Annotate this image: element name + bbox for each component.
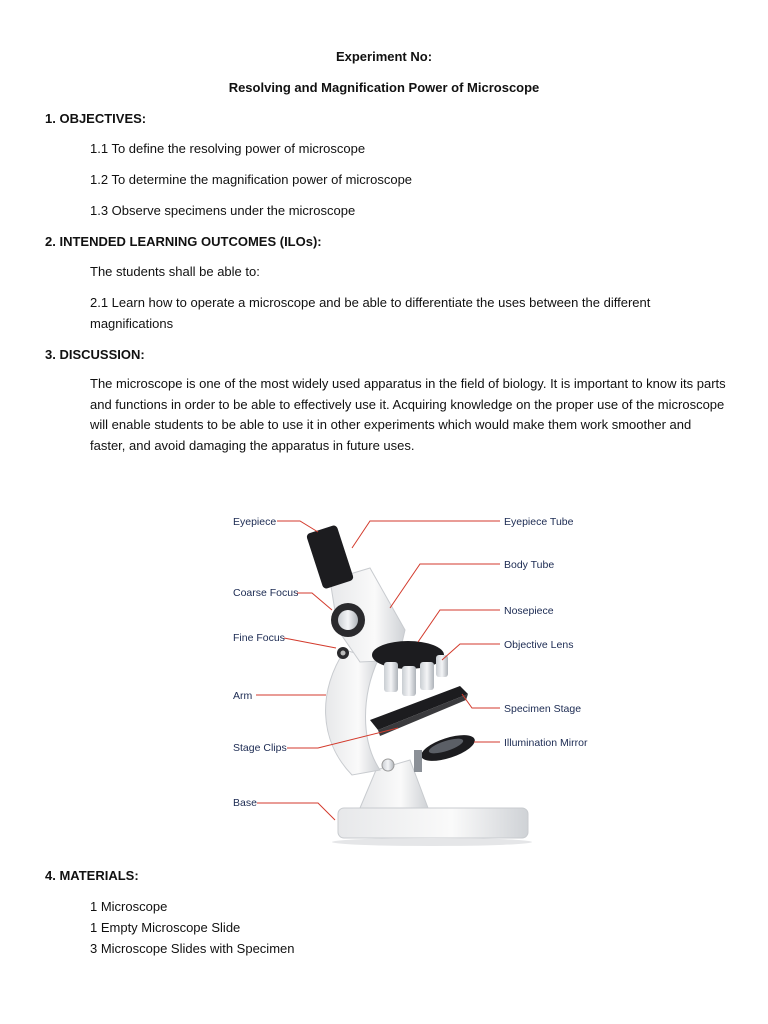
- label-coarse-focus: Coarse Focus: [233, 587, 299, 599]
- discussion-paragraph: The microscope is one of the most widely used apparatus in the field of biology. It is important to know its parts and functions in order to be able to effectively use it. Acquiring knowledge on the proper use of the microscope will enable students to be able to use it in other experiments which would make them work smoother and faster, and avoid damaging the apparatus in future uses.: [90, 376, 726, 453]
- material-item: 3 Microscope Slides with Specimen: [90, 941, 295, 956]
- label-body-tube: Body Tube: [504, 559, 555, 571]
- label-specimen-stage: Specimen Stage: [504, 703, 582, 715]
- label-nosepiece: Nosepiece: [504, 605, 554, 617]
- materials-heading: 4. MATERIALS:: [45, 868, 139, 883]
- objective-item: 1.2 To determine the magnification power of microscope: [90, 172, 413, 187]
- objective-item: 1.3 Observe specimens under the microscope: [90, 203, 356, 218]
- ilos-heading: 2. INTENDED LEARNING OUTCOMES (ILOs):: [45, 234, 322, 249]
- label-illumination-mirror: Illumination Mirror: [504, 737, 588, 749]
- experiment-number: Experiment No:: [335, 49, 433, 64]
- label-eyepiece: Eyepiece: [233, 516, 277, 528]
- microscope-diagram: [0, 490, 768, 860]
- label-eyepiece-tube: Eyepiece Tube: [504, 516, 574, 528]
- material-item: 1 Microscope: [90, 899, 168, 914]
- document-title: Resolving and Magnification Power of Microscope: [228, 80, 540, 95]
- objectives-heading: 1. OBJECTIVES:: [45, 111, 147, 126]
- objective-item: 1.1 To define the resolving power of microscope: [90, 141, 366, 156]
- ilo-item-line2: magnifications: [90, 316, 174, 331]
- label-base: Base: [233, 797, 257, 809]
- microscope-illustration: [0, 490, 768, 860]
- label-objective-lens: Objective Lens: [504, 639, 574, 651]
- material-item: 1 Empty Microscope Slide: [90, 920, 241, 935]
- label-arm: Arm: [233, 690, 253, 702]
- ilos-intro: The students shall be able to:: [90, 264, 260, 279]
- ilo-item-line1: 2.1 Learn how to operate a microscope and be able to differentiate the uses between the different: [90, 295, 651, 310]
- label-fine-focus: Fine Focus: [233, 632, 285, 644]
- discussion-heading: 3. DISCUSSION:: [45, 347, 145, 362]
- label-stage-clips: Stage Clips: [233, 742, 287, 754]
